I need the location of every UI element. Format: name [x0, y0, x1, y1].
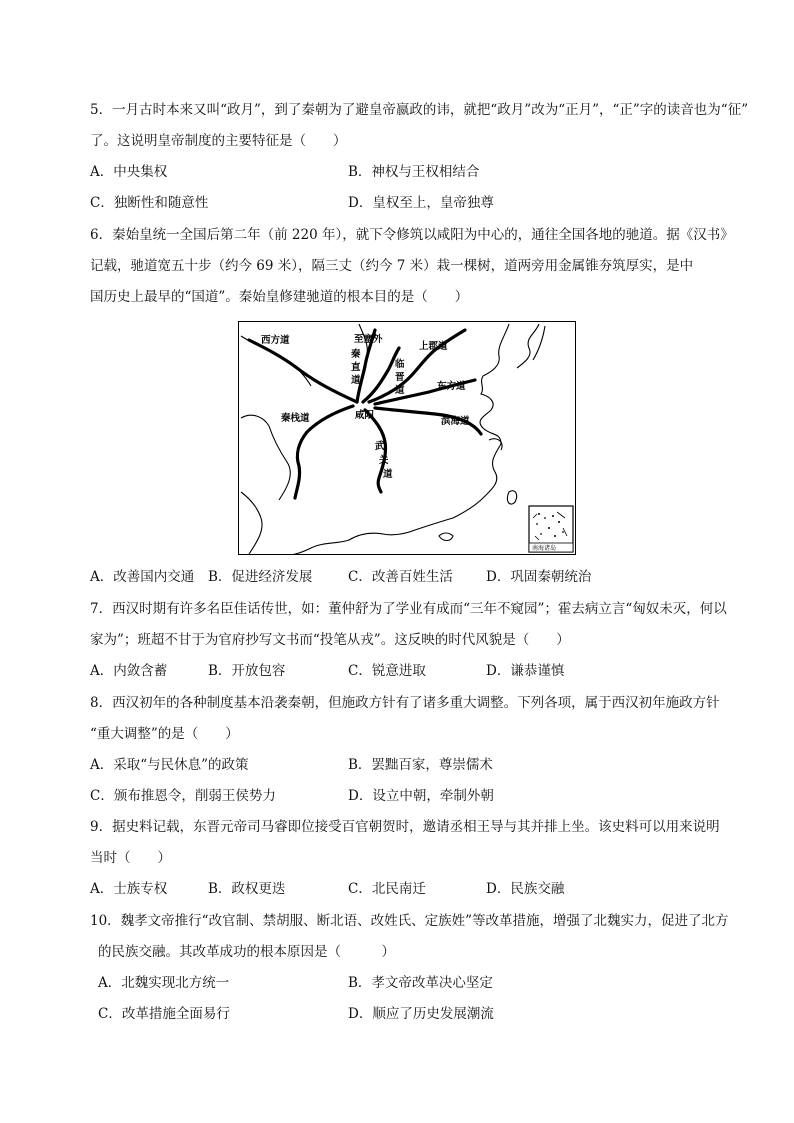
- route-label-linjin-1: 临: [395, 359, 405, 370]
- question-6-option-d[interactable]: D．巩固秦朝统治: [486, 569, 592, 585]
- route-label-zhisaiwai: 至塞外: [354, 334, 383, 345]
- question-6-option-c[interactable]: C．改善百姓生活: [348, 569, 453, 585]
- question-8-option-a[interactable]: A．采取“与民休息”的政策: [90, 757, 249, 773]
- question-10-option-c[interactable]: C．改革措施全面易行: [98, 1006, 230, 1022]
- question-9-stem-2: 当时（ ）: [90, 850, 171, 866]
- question-9-number: 9．: [90, 819, 113, 835]
- question-9-option-b[interactable]: B．政权更迭: [208, 881, 286, 897]
- question-7-option-b[interactable]: B．开放包容: [208, 663, 286, 679]
- question-5-stem-1: 一月古时本来又叫“政月”，到了秦朝为了避皇帝嬴政的讳，就把“政月”改为“正月”，“正”字的读音也为“征”: [112, 102, 749, 118]
- question-10-number: 10．: [90, 913, 121, 929]
- route-label-wuguan-1: 武: [375, 441, 385, 452]
- question-10-stem-1: 魏孝文帝推行“改官制、禁胡服、断北语、改姓氏、定族姓”等改革措施，增强了北魏实力，促进了北方: [120, 913, 729, 929]
- question-7-option-d[interactable]: D．谦恭谨慎: [486, 663, 565, 679]
- question-6-stem-2: 记载，驰道宽五十步（约今 69 米），隔三丈（约今 7 米）栽一棵树，道两旁用金属锥夯筑厚实，是中: [90, 258, 694, 274]
- route-label-shangjun: 上郡道: [419, 341, 448, 352]
- question-8-stem-2: “重大调整”的是（ ）: [90, 726, 239, 742]
- route-label-dongfang: 东方道: [437, 381, 466, 392]
- qin-roads-map-svg: [239, 322, 576, 555]
- route-label-wuguan-2: 关: [379, 455, 389, 466]
- inset-south-sea: [529, 506, 573, 552]
- question-7-stem-2: 家为”；班超不甘于为官府抄写文书而“投笔从戎”。这反映的时代风貌是（ ）: [90, 632, 570, 648]
- route-label-binhai: 滨海道: [441, 416, 470, 427]
- question-10-option-a[interactable]: A．北魏实现北方统一: [98, 975, 230, 991]
- route-label-zhidao-2: 直: [351, 362, 361, 373]
- question-10-option-b[interactable]: B．孝文帝改革决心坚定: [348, 975, 493, 991]
- inset-label: 南海诸岛: [532, 545, 557, 552]
- question-9-line-1: [90, 818, 720, 836]
- question-9-option-d[interactable]: D．民族交融: [486, 881, 565, 897]
- route-label-wuguan-3: 道: [383, 469, 393, 480]
- qin-roads-map: [238, 321, 576, 555]
- route-label-qinzhan: 秦栈道: [281, 413, 310, 424]
- question-10-option-d[interactable]: D．顺应了历史发展潮流: [348, 1006, 494, 1022]
- question-8-option-d[interactable]: D．设立中朝，牵制外朝: [348, 788, 494, 804]
- question-6-option-b[interactable]: B．促进经济发展: [208, 569, 313, 585]
- question-7-option-c[interactable]: C．锐意进取: [348, 663, 426, 679]
- question-8-option-b[interactable]: B．罢黜百家，尊崇儒术: [348, 757, 493, 773]
- question-5-stem-2: 了。这说明皇帝制度的主要特征是（ ）: [90, 133, 347, 149]
- route-label-xifang: 西方道: [261, 335, 290, 346]
- question-5-option-b[interactable]: B．神权与王权相结合: [348, 164, 480, 180]
- question-5-line-1: [90, 101, 748, 119]
- question-6-number: 6．: [90, 227, 113, 243]
- question-7-line-1: [90, 600, 727, 618]
- question-7-option-a[interactable]: A．内敛含蓄: [90, 663, 168, 679]
- route-xifang-line: [249, 340, 357, 402]
- question-5-option-d[interactable]: D．皇权至上，皇帝独尊: [348, 195, 494, 211]
- question-6-stem-1: 秦始皇统一全国后第二年（前 220 年），就下令修筑以咸阳为中心的，通往全国各地的驰道。据《汉书》: [112, 227, 734, 243]
- question-8-option-c[interactable]: C．颁布推恩令，削弱王侯势力: [90, 788, 276, 804]
- question-7-number: 7．: [90, 601, 113, 617]
- route-label-linjin-3: 道: [395, 385, 405, 396]
- question-8-line-1: [90, 694, 720, 712]
- route-label-zhidao-1: 秦: [351, 349, 361, 360]
- route-label-zhidao-3: 道: [351, 375, 361, 386]
- question-5-number: 5．: [90, 102, 113, 118]
- question-7-stem-1: 西汉时期有许多名臣佳话传世，如：董仲舒为了学业有成而“三年不窥园”；霍去病立言“匈奴未灭，何以: [112, 601, 727, 617]
- question-5-option-a[interactable]: A．中央集权: [90, 164, 168, 180]
- question-5-option-c[interactable]: C．独断性和随意性: [90, 195, 209, 211]
- question-8-stem-1: 西汉初年的各种制度基本沿袭秦朝，但施政方针有了诸多重大调整。下列各项，属于西汉初年施政方针: [112, 695, 720, 711]
- question-9-option-a[interactable]: A．士族专权: [90, 881, 168, 897]
- question-9-stem-1: 据史料记载，东晋元帝司马睿即位接受百官朝贺时，邀请丞相王导与其并排上坐。该史料可以用来说明: [112, 819, 720, 835]
- route-label-xianyang: 咸阳: [355, 410, 375, 421]
- question-9-option-c[interactable]: C．北民南迁: [348, 881, 426, 897]
- question-10-stem-2: 的民族交融。其改革成功的根本原因是（ ）: [98, 944, 395, 960]
- question-8-number: 8．: [90, 695, 113, 711]
- question-6-line-1: [90, 226, 734, 244]
- question-6-option-a[interactable]: A．改善国内交通: [90, 569, 195, 585]
- question-10-line-1: [90, 912, 729, 930]
- question-6-stem-3: 国历史上最早的“国道”。秦始皇修建驰道的根本目的是（ ）: [90, 289, 469, 305]
- route-label-linjin-2: 晋: [395, 372, 405, 383]
